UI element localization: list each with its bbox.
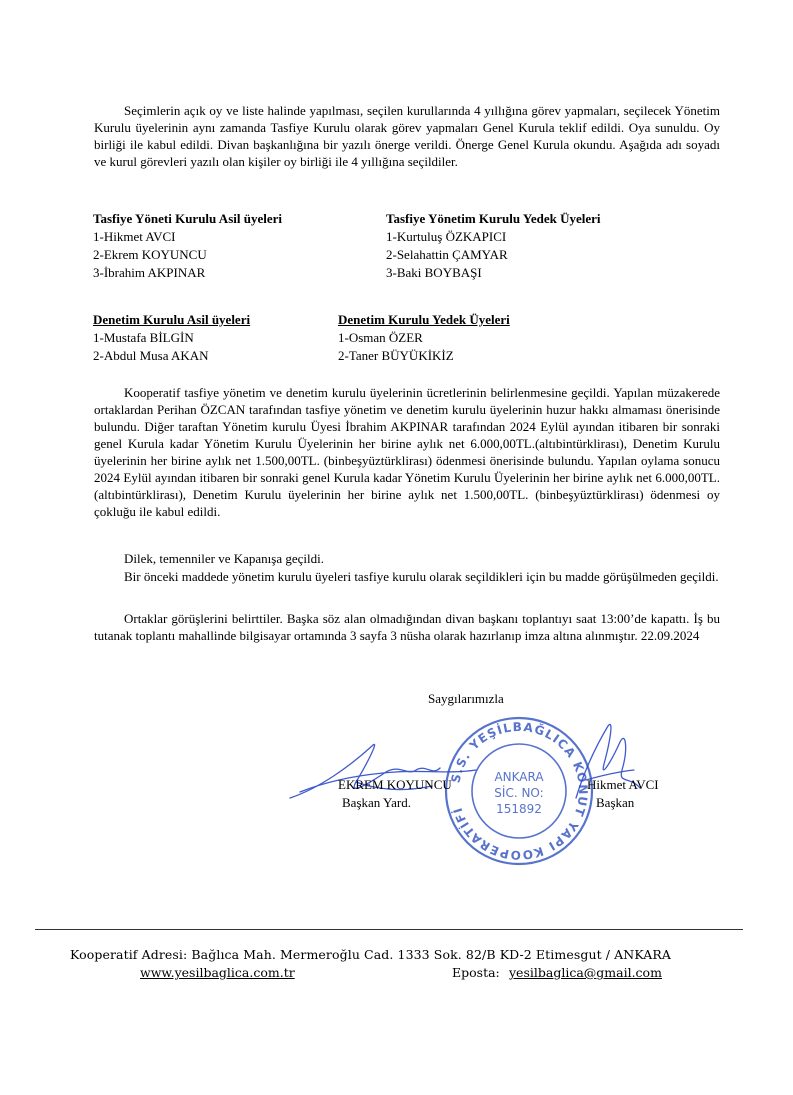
signature-area: [0, 680, 793, 870]
list-item: 2-Selahattin ÇAMYAR: [386, 247, 508, 262]
footer-website-link[interactable]: www.yesilbaglica.com.tr: [140, 965, 295, 980]
handwritten-signatures: [0, 680, 793, 870]
stamp-outer-text: S.S. YEŞİLBAĞLICA KONUT YAPI KOOPERATİFİ: [448, 719, 591, 863]
denetim-asil-list: [93, 311, 250, 365]
signatory-title: Başkan Yard.: [342, 795, 411, 810]
list-item: 2-Taner BÜYÜKİKİZ: [338, 348, 454, 363]
tasfiye-asil-title: Tasfiye Yöneti Kurulu Asil üyeleri: [93, 211, 282, 226]
fee-paragraph: Kooperatif tasfiye yönetim ve denetim kurulu üyelerinin ücretlerinin belirlenmesine geçildi. Yapılan müzakerede ortaklardan Perihan ÖZCAN tarafından tasfiye yönetim ve denetim kurulu üyelerinin huzur hakkı almaması önerisinde bulundu. Diğer taraftan Yönetim kurulu Üyesi İbrahim AKPINAR tarafından 2024 Eylül ayından itibaren bir sonraki genel Kurula kadar Yönetim Kurulu Üyelerinin her birine aylık net 6.000,00TL.(altıbintürklirası), Denetim Kurulu üyelerinin her birine aylık net 1.500,00TL. (binbeşyüztürklirası) ödenmesi önerisinde bulundu. Yapılan oylama sonucu 2024 Eylül ayından itibaren bir sonraki genel Kurula kadar Yönetim Kurulu Üyelerinin her birine aylık net 6.000,00TL.(altıbintürklirası), Denetim Kurulu üyelerinin her birine aylık net 1.500,00TL. (binbeşyüztürklirası) ödenmesi oy çokluğu ile kabul edildi.: [94, 385, 720, 519]
regards-text: Saygılarımızla: [428, 691, 504, 706]
denetim-yedek-title: Denetim Kurulu Yedek Üyeleri: [338, 312, 510, 327]
denetim-asil-title: Denetim Kurulu Asil üyeleri: [93, 312, 251, 327]
signatory-title: Başkan: [596, 795, 635, 810]
footer-address: Kooperatif Adresi: Bağlıca Mah. Mermeroğlu Cad. 1333 Sok. 82/B KD-2 Etimesgut / ANKARA: [70, 947, 672, 962]
tasfiye-yedek-title: Tasfiye Yönetim Kurulu Yedek Üyeleri: [386, 211, 601, 226]
tasfiye-yedek-list: [386, 210, 601, 282]
footer-email-label: Eposta:: [452, 965, 500, 980]
tasfiye-asil-list: [93, 210, 282, 282]
list-item: 3-Baki BOYBAŞI: [386, 265, 482, 280]
list-item: 1-Mustafa BİLGİN: [93, 330, 194, 345]
stamp-sic-no: 151892: [496, 802, 542, 816]
list-item: 1-Hikmet AVCI: [93, 229, 176, 244]
footer-email-link[interactable]: yesilbaglica@gmail.com: [509, 965, 662, 980]
closing-paragraph: Ortaklar görüşlerini belirttiler. Başka söz alan olmadığından divan başkanı toplantıyı saat 13:00’de kapattı. İş bu tutanak toplantı mahallinde bilgisayar ortamında 3 sayfa 3 nüsha olarak hazırlanıp imza altına alınmıştır. 22.09.2024: [94, 611, 720, 643]
stamp-city: ANKARA: [494, 770, 544, 784]
signatory-name: Hikmet AVCI: [587, 777, 659, 792]
denetim-yedek-list: [338, 311, 510, 365]
list-item: 1-Kurtuluş ÖZKAPICI: [386, 229, 507, 244]
intro-paragraph: Seçimlerin açık oy ve liste halinde yapılması, seçilen kurullarında 4 yıllığına görev yapmaları, seçilecek Yönetim Kurulu üyelerinin aynı zamanda Tasfiye Kurulu olarak görev yapmaları Genel Kurula teklif edildi. Oya sunuldu. Oy birliği ile kabul edildi. Divan başkanlığına bir yazılı önerge verildi. Önerge Genel Kurula okundu. Aşağıda adı soyadı ve kurul görevleri yazılı olan kişiler oy birliği ile 4 yıllığına seçildiler.: [94, 103, 720, 169]
list-item: 2-Ekrem KOYUNCU: [93, 247, 207, 262]
wishes-paragraph: Dilek, temenniler ve Kapanışa geçildi.: [124, 551, 324, 566]
list-item: 2-Abdul Musa AKAN: [93, 348, 209, 363]
list-item: 1-Osman ÖZER: [338, 330, 423, 345]
previous-item-paragraph: Bir önceki maddede yönetim kurulu üyeleri tasfiye kurulu olarak seçildikleri için bu madde görüşülmeden geçildi.: [124, 569, 719, 584]
signatory-name: EKREM KOYUNCU: [338, 777, 452, 792]
footer-divider: [35, 929, 743, 930]
stamp-sic-label: SİC. NO:: [494, 786, 544, 800]
list-item: 3-İbrahim AKPINAR: [93, 265, 206, 280]
